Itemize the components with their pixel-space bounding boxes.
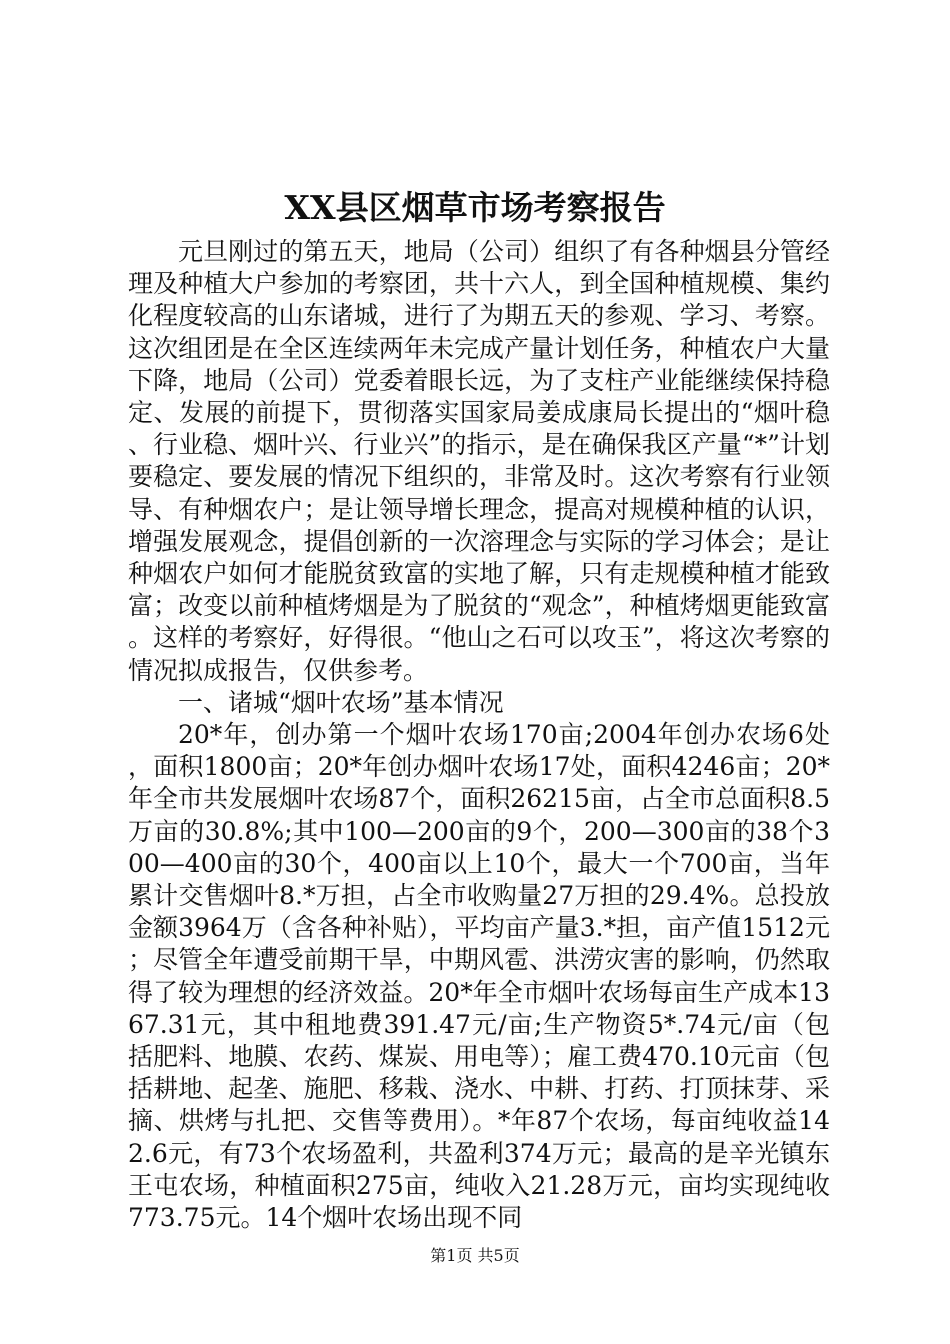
- document-title: XX县区烟草市场考察报告: [284, 188, 666, 227]
- paragraph-intro: 元旦刚过的第五天，地局（公司）组织了有各种烟县分管经理及种植大户参加的考察团，共十六人，到全国种植规模、集约化程度较高的山东诸城，进行了为期五天的参观、学习、考察。这次组团是在全区连续两年未完成产量计划任务，种植农户大量下降，地局（公司）党委着眼长远，为了支柱产业能继续保持稳定、发展的前提下，贯彻落实国家局姜成康局长提出的“烟叶稳、行业稳、烟叶兴、行业兴”的指示，是在确保我区产量“*”计划要稳定、要发展的情况下组织的，非常及时。这次考察有行业领导、有种烟农户；是让领导增长理念，提高对规模种植的认识，增强发展观念，提倡创新的一次溶理念与实际的学习体会；是让种烟农户如何才能脱贫致富的实地了解，只有走规模种植才能致富；改变以前种植烤烟是为了脱贫的“观念”，种植烤烟更能致富。这样的考察好，好得很。“他山之石可以攻玉”，将这次考察的情况拟成报告，仅供参考。: [128, 237, 830, 685]
- document-body: [128, 236, 830, 1234]
- section-heading: 一、诸城“烟叶农场”基本情况: [178, 687, 504, 717]
- page-number-footer: 第1页 共5页: [430, 1246, 520, 1265]
- paragraph-farm-statistics: 20*年，创办第一个烟叶农场170亩;2004年创办农场6处，面积1800亩；20*年创办烟叶农场17处，面积4246亩；20*年全市共发展烟叶农场87个，面积26215亩，占全市总面积8.5万亩的30.8%;其中100—200亩的9个，200—300亩的38个300—400亩的30个，400亩以上10个，最大一个700亩，当年累计交售烟叶8.*万担，占全市收购量27万担的29.4%。总投放金额3964万（含各种补贴），平均亩产量3.*担，亩产值1512元；尽管全年遭受前期干旱，中期风雹、洪涝灾害的影响，仍然取得了较为理想的经济效益。20*年全市烟叶农场每亩生产成本1367.31元，其中租地费391.47元/亩;生产物资5*.74元/亩（包括肥料、地膜、农药、煤炭、用电等）；雇工费470.10元亩（包括耕地、起垄、施肥、移栽、浇水、中耕、打药、打顶抹芽、采摘、烘烤与扎把、交售等费用）。*年87个农场，每亩纯收益142.6元，有73个农场盈利，共盈利374万元；最高的是辛光镇东王屯农场，种植面积275亩，纯收入21.28万元，亩均实现纯收773.75元。14个烟叶农场出现不同: [128, 720, 830, 1233]
